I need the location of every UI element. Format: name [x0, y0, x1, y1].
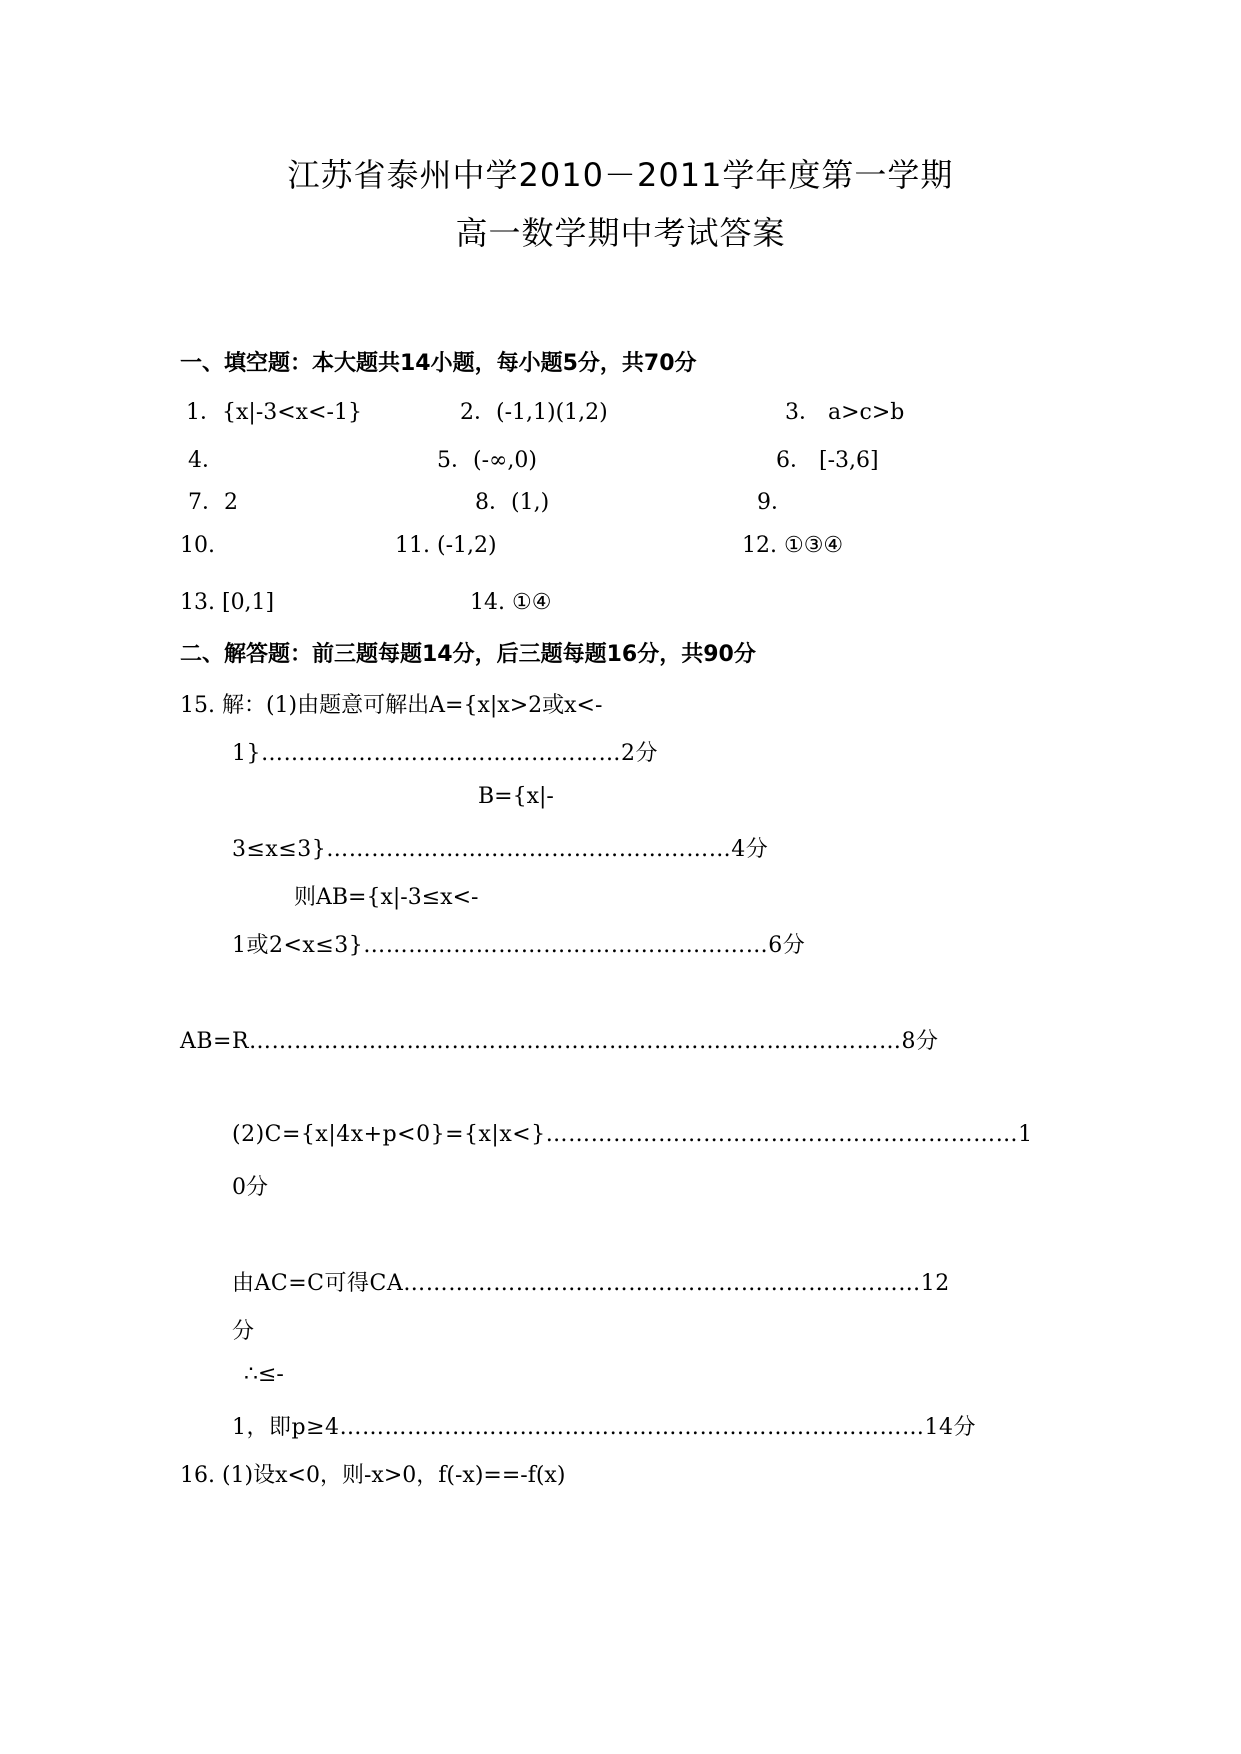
answer-13: 13. [0,1]: [180, 590, 275, 615]
answer-3: 3． a>c>b: [785, 400, 905, 425]
solution-line-14pts: 1，即p≥4……………………………………………………………………14分: [232, 1415, 977, 1440]
solution-line-6pts: 1或2<x≤3}………………………………………………6分: [232, 933, 806, 958]
answer-8: 8．(1,): [475, 490, 550, 515]
solution-line-2pts: 1}…………………………………………2分: [232, 741, 658, 766]
answer-2: 2．(-1,1)(1,2): [460, 400, 608, 425]
document-subtitle: 高一数学期中考试答案: [455, 214, 786, 252]
solution-line-4pts: 3≤x≤3}………………………………………………4分: [232, 837, 769, 862]
solution-line-intersection: 则AB={x|-3≤x<-: [294, 885, 479, 910]
solution-line-8pts: AB=R……………………………………………………………………………8分: [180, 1029, 939, 1054]
answer-7: 7．2: [188, 490, 238, 515]
section-heading-fill-in: 一、填空题：本大题共14小题，每小题5分，共70分: [180, 351, 697, 376]
answer-9: 9．: [757, 490, 793, 515]
answer-5: 5．(-∞,0): [437, 448, 537, 473]
document-title: 江苏省泰州中学2010－2011学年度第一学期: [287, 156, 954, 194]
solution-line-setB: B={x|-: [478, 784, 554, 809]
answer-11: 11. (-1,2): [395, 533, 497, 558]
answer-4: 4．: [188, 448, 224, 473]
solution-line-15-intro: 15. 解：(1)由题意可解出A={x|x>2或x<-: [180, 693, 603, 718]
solution-line-12pts-unit: 分: [232, 1319, 255, 1344]
section-heading-solutions: 二、解答题：前三题每题14分，后三题每题16分，共90分: [180, 642, 756, 667]
answer-14: 14. ①④: [470, 590, 552, 615]
solution-line-10pts: 0分: [232, 1175, 268, 1200]
answer-6: 6． [-3,6]: [776, 448, 879, 473]
answer-12: 12. ①③④: [742, 533, 844, 558]
solution-line-therefore: ∴≤-: [244, 1362, 284, 1387]
answer-10: 10.: [180, 533, 215, 558]
solution-line-16-intro: 16. (1)设x<0，则-x>0，f(-x)==-f(x): [180, 1463, 566, 1488]
answer-1: 1．{x|-3<x<-1}: [186, 400, 362, 425]
solution-line-12pts: 由AC=C可得CA……………………………………………………………12: [232, 1271, 950, 1296]
solution-line-setC: (2)C={x|4x+p<0}={x|x<}………………………………………………………1: [232, 1122, 1033, 1147]
